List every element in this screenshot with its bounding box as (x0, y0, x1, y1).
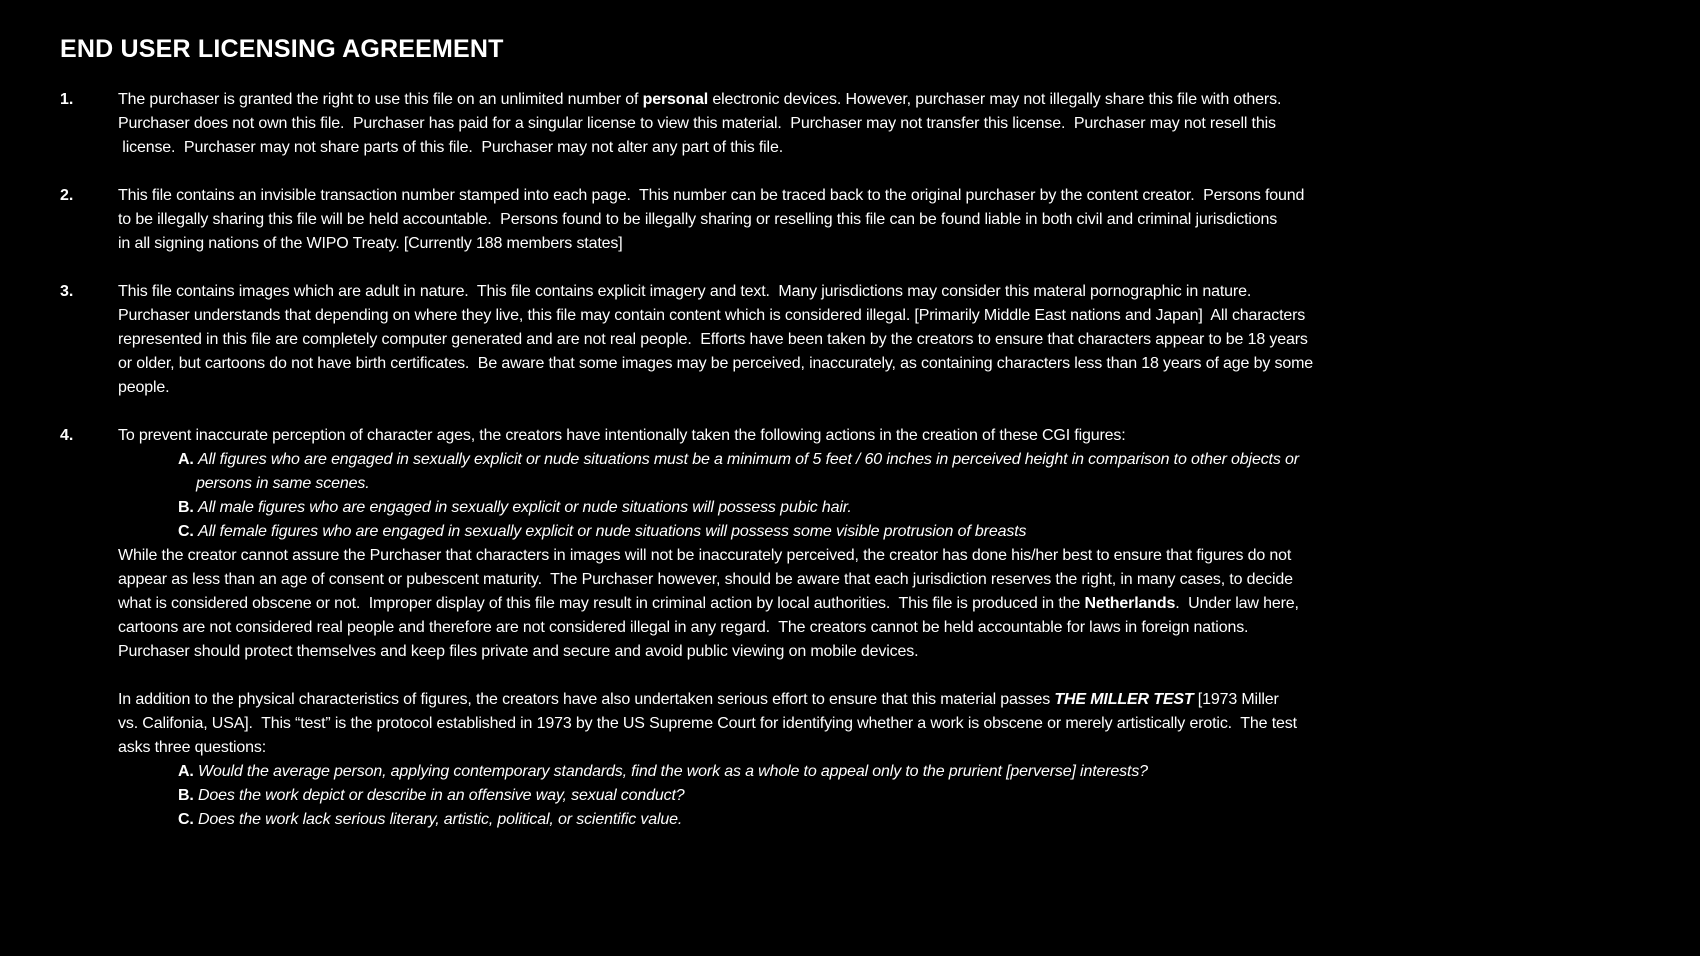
document-line (118, 328, 1660, 352)
document-line (118, 304, 1660, 328)
section-body (118, 424, 1660, 832)
text-run: Does the work lack serious literary, artistic, political, or scientific value. (198, 811, 683, 828)
agreement-section (60, 184, 1660, 256)
text-run: B. (178, 787, 194, 804)
document-line (118, 184, 1660, 208)
text-run: In addition to the physical characteristics of figures, the creators have also undertaken serious effort to ensure that this material passes (118, 691, 1055, 708)
document-line (118, 616, 1660, 640)
text-run: The purchaser is granted the right to use this file on an unlimited number of (118, 91, 643, 108)
text-run: This file contains images which are adult in nature. This file contains explicit imagery and text. Many jurisdictions may consider this materal pornographic in nature. (118, 283, 1252, 300)
text-run: in all signing nations of the WIPO Treaty. [Currently 188 members states] (118, 235, 623, 252)
text-run: To prevent inaccurate perception of character ages, the creators have intentionally taken the following actions in the creation of these CGI figures: (118, 427, 1126, 444)
document-line (118, 208, 1660, 232)
text-run: THE MILLER TEST (1054, 691, 1194, 708)
text-run: This file contains an invisible transaction number stamped into each page. This number can be traced back to the original purchaser by the content creator. Persons found (118, 187, 1305, 204)
section-number: 1. (60, 91, 74, 108)
document-line (118, 784, 1660, 808)
text-run: C. (178, 811, 194, 828)
section-body (118, 88, 1660, 160)
document-line (118, 136, 1660, 160)
text-run: All female figures who are engaged in sexually explicit or nude situations will possess some visible protrusion of breasts (198, 523, 1027, 540)
document-line (118, 712, 1660, 736)
document-line (118, 448, 1660, 472)
text-run: vs. Califonia, USA]. This “test” is the protocol established in 1973 by the US Supreme Court for identifying whether a work is obscene or merely artistically erotic. The test (118, 715, 1297, 732)
document-line (118, 760, 1660, 784)
agreement-section (60, 424, 1660, 832)
text-run: Does the work depict or describe in an offensive way, sexual conduct? (198, 787, 685, 804)
document-line (118, 376, 1660, 400)
agreement-section (60, 88, 1660, 160)
text-run: While the creator cannot assure the Purchaser that characters in images will not be inaccurately perceived, the creator has done his/her best to ensure that figures do not (118, 547, 1292, 564)
text-run: . Under law here, (1175, 595, 1299, 612)
text-run: represented in this file are completely computer generated and are not real people. Efforts have been taken by the creators to ensure that characters appear to be 18 years (118, 331, 1308, 348)
text-run: people. (118, 379, 170, 396)
document-line (118, 520, 1660, 544)
text-run: what is considered obscene or not. Improper display of this file may result in criminal action by local authorities. This file is produced in the (118, 595, 1085, 612)
text-run: electronic devices. However, purchaser may not illegally share this file with others. (708, 91, 1282, 108)
text-run: Netherlands (1084, 595, 1176, 612)
section-body (118, 280, 1660, 400)
text-run: Would the average person, applying contemporary standards, find the work as a whole to appeal only to the prurient [perverse] interests? (198, 763, 1148, 780)
document-line (118, 88, 1660, 112)
text-run: cartoons are not considered real people and therefore are not considered illegal in any regard. The creators cannot be held accountable for laws in foreign nations. (118, 619, 1249, 636)
text-run: Purchaser does not own this file. Purchaser has paid for a singular license to view this material. Purchaser may not transfer this license. Purchaser may not resell this (118, 115, 1276, 132)
text-run: appear as less than an age of consent or pubescent maturity. The Purchaser however, should be aware that each jurisdiction reserves the right, in many cases, to decide (118, 571, 1293, 588)
text-run: personal (642, 91, 709, 108)
document-line (118, 352, 1660, 376)
text-run: A. (178, 763, 194, 780)
document-line (118, 568, 1660, 592)
agreement-sections (60, 88, 1660, 832)
text-run: C. (178, 523, 194, 540)
document-line (118, 640, 1660, 664)
document-line (118, 424, 1660, 448)
text-run: Purchaser should protect themselves and keep files private and secure and avoid public viewing on mobile devices. (118, 643, 919, 660)
section-body (118, 184, 1660, 256)
document-line (118, 592, 1660, 616)
text-run: license. Purchaser may not share parts of this file. Purchaser may not alter any part of this file. (118, 139, 784, 156)
document-line (118, 688, 1660, 712)
text-run: persons in same scenes. (196, 475, 370, 492)
text-run: All figures who are engaged in sexually explicit or nude situations must be a minimum of 5 feet / 60 inches in perceived height in comparison to other objects or (198, 451, 1299, 468)
text-run: to be illegally sharing this file will be held accountable. Persons found to be illegally sharing or reselling this file can be found liable in both civil and criminal jurisdictions (118, 211, 1278, 228)
document-line (118, 112, 1660, 136)
text-run: asks three questions: (118, 739, 267, 756)
section-number: 2. (60, 187, 74, 204)
text-run: [1973 Miller (1193, 691, 1279, 708)
agreement-section (60, 280, 1660, 400)
section-number: 4. (60, 427, 74, 444)
text-run: Purchaser understands that depending on where they live, this file may contain content which is considered illegal. [Primarily Middle East nations and Japan] All characters (118, 307, 1306, 324)
document-line (118, 808, 1660, 832)
document-line (118, 496, 1660, 520)
document-line (118, 280, 1660, 304)
document-line (118, 544, 1660, 568)
page-title: END USER LICENSING AGREEMENT (60, 35, 504, 63)
text-run: All male figures who are engaged in sexually explicit or nude situations will possess pubic hair. (198, 499, 852, 516)
text-run: B. (178, 499, 194, 516)
text-run: A. (178, 451, 194, 468)
text-run: or older, but cartoons do not have birth certificates. Be aware that some images may be perceived, inaccurately, as containing characters less than 18 years of age by some (118, 355, 1313, 372)
document-line (118, 472, 1660, 496)
document-line (118, 232, 1660, 256)
section-number: 3. (60, 283, 74, 300)
document-line (118, 736, 1660, 760)
